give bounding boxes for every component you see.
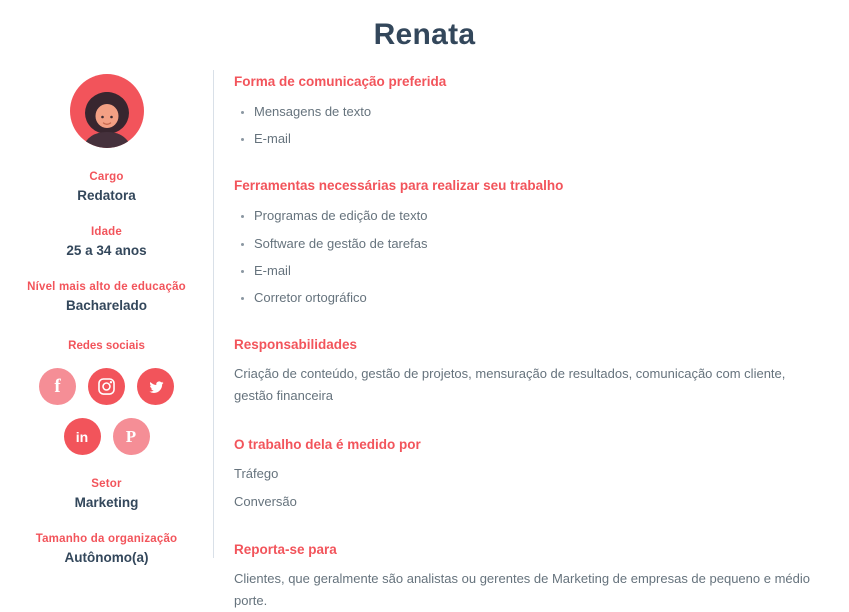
section-heading: Ferramentas necessárias para realizar seu trabalho	[234, 178, 564, 194]
list-item: • E-mail	[254, 130, 819, 148]
page-title: Renata	[373, 18, 476, 51]
instagram-glyph	[97, 377, 116, 396]
list-item: • Corretor ortográfico	[254, 289, 819, 307]
list-item: • Software de gestão de tarefas	[254, 235, 819, 253]
section-medido-por	[234, 437, 819, 512]
section-heading: Responsabilidades	[234, 337, 358, 353]
list-item: • Mensagens de texto	[254, 103, 819, 121]
list-item: • E-mail	[254, 262, 819, 280]
section-text: Clientes, que geralmente são analistas ou gerentes de Marketing de empresas de pequeno e médio porte.	[234, 571, 810, 609]
field-value-cargo: Redatora	[77, 188, 136, 203]
field-label-cargo: Cargo	[89, 171, 124, 183]
social-section-label: Redes sociais	[68, 340, 145, 352]
plain-lines	[234, 463, 819, 512]
line-item: Conversão	[234, 493, 297, 509]
section-heading: Reporta-se para	[234, 542, 337, 558]
linkedin-icon[interactable]	[64, 418, 101, 455]
social-row-1	[0, 368, 213, 405]
facebook-glyph: f	[54, 375, 61, 397]
pinterest-glyph: P	[125, 426, 137, 446]
persona-details	[214, 68, 849, 609]
linkedin-glyph: in	[75, 428, 89, 445]
section-ferramentas	[234, 178, 819, 307]
section-heading: O trabalho dela é medido por	[234, 437, 421, 453]
field-label-setor: Setor	[91, 478, 122, 490]
facebook-icon[interactable]	[39, 368, 76, 405]
twitter-glyph	[146, 377, 166, 397]
content-columns	[0, 68, 849, 609]
section-responsabilidades	[234, 337, 819, 407]
section-reporta-se	[234, 542, 819, 612]
avatar	[70, 74, 144, 148]
field-label-tamanho: Tamanho da organização	[35, 533, 178, 545]
twitter-icon[interactable]	[137, 368, 174, 405]
section-heading: Forma de comunicação preferida	[234, 74, 447, 89]
section-comunicacao	[234, 74, 819, 148]
persona-sidebar	[0, 68, 213, 568]
line-item: Tráfego	[234, 466, 279, 482]
field-value-educacao: Bacharelado	[65, 298, 148, 313]
field-value-setor: Marketing	[74, 495, 139, 510]
persona-avatar-illustration	[70, 74, 144, 148]
social-row-2	[0, 418, 213, 455]
section-text: Criação de conteúdo, gestão de projetos, mensuração de resultados, comunicação com cliente, gestão financeira	[234, 366, 786, 404]
field-value-tamanho: Autônomo(a)	[64, 550, 149, 565]
field-value-idade: 25 a 34 anos	[66, 243, 147, 258]
pinterest-icon[interactable]	[113, 418, 150, 455]
bullet-list	[234, 103, 819, 148]
bullet-list	[234, 207, 819, 307]
field-label-idade: Idade	[90, 226, 123, 238]
field-label-educacao: Nível mais alto de educação	[27, 281, 186, 293]
instagram-icon[interactable]	[88, 368, 125, 405]
list-item: • Programas de edição de texto	[254, 207, 819, 225]
